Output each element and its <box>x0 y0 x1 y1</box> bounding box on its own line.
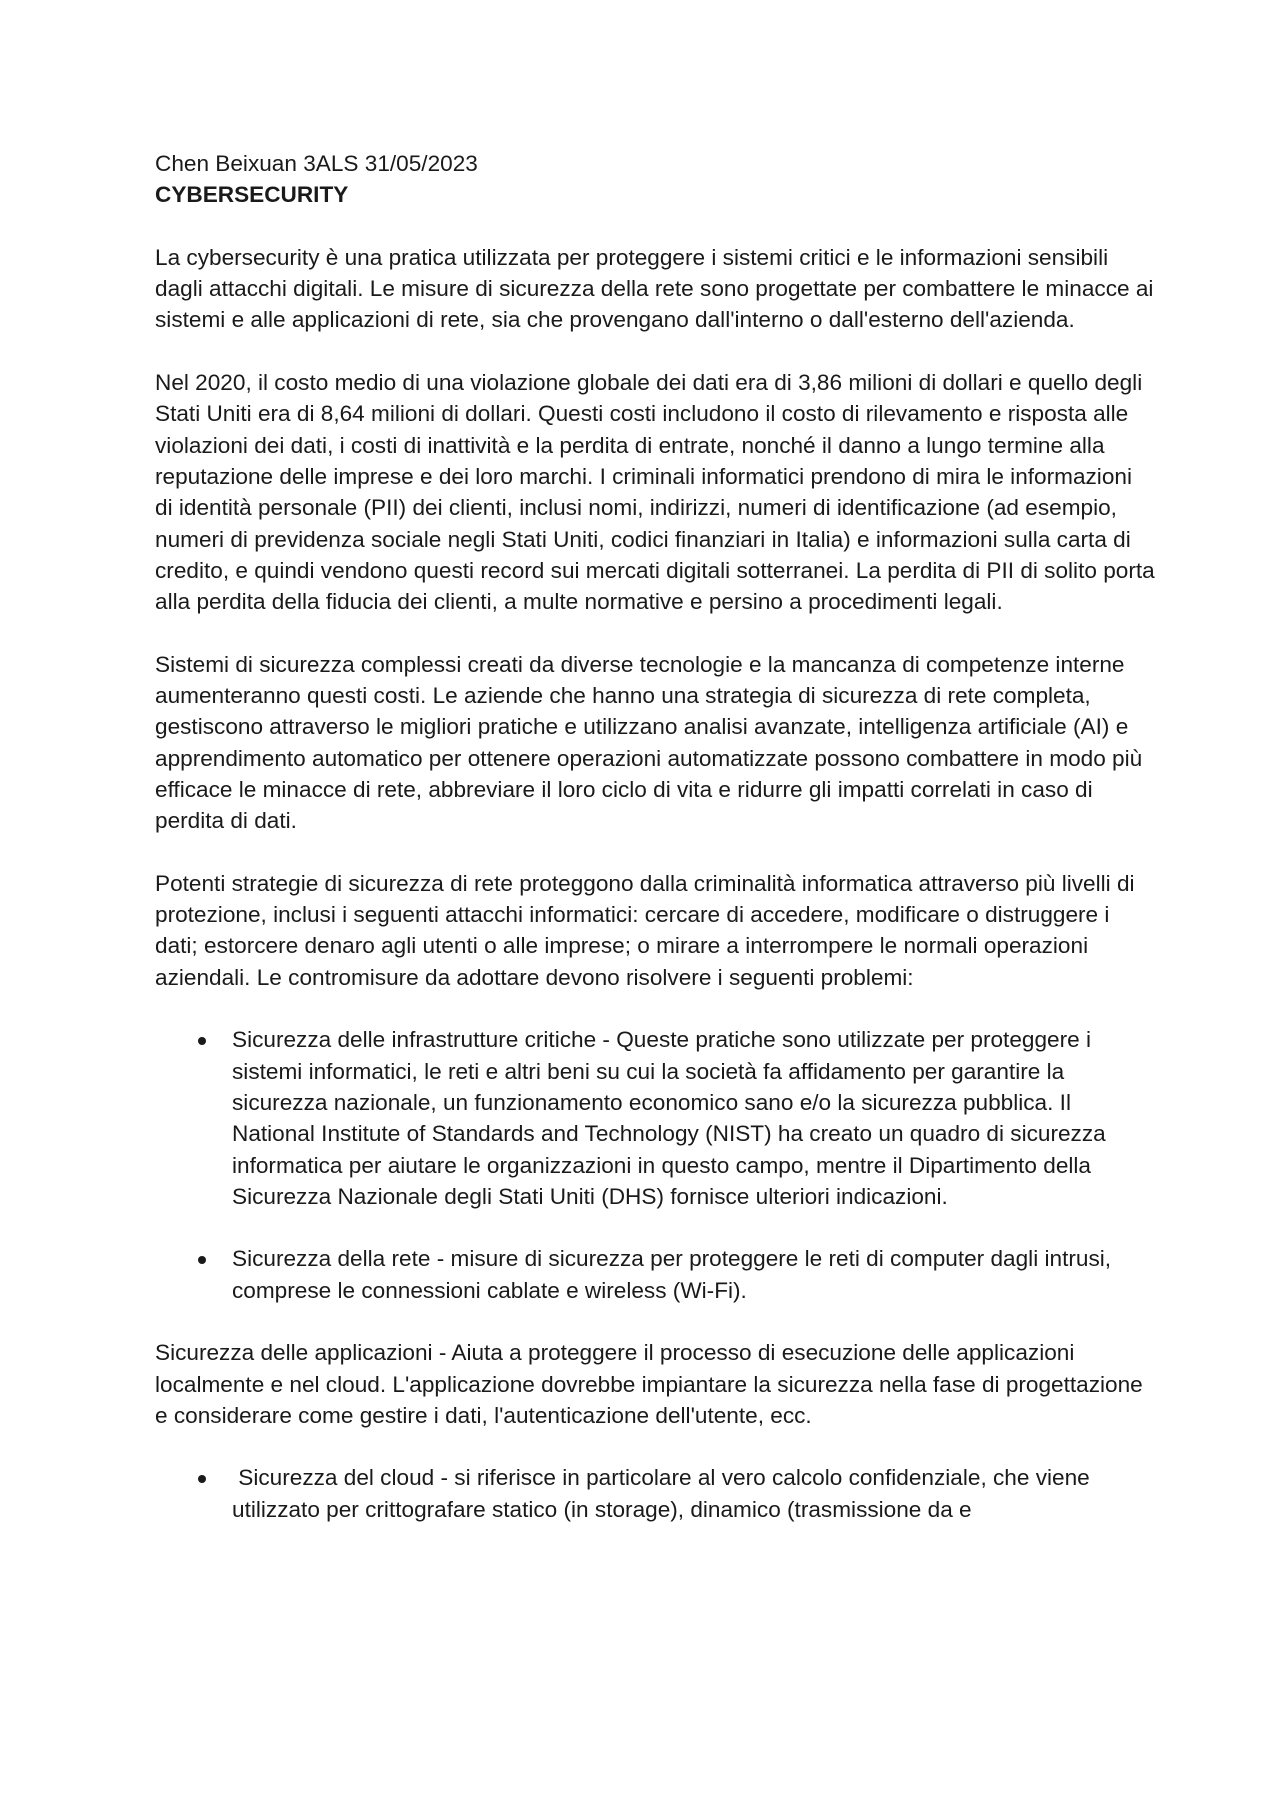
document-title: CYBERSECURITY <box>155 182 349 208</box>
list-item-cloud <box>155 1462 1155 1525</box>
bullet-icon <box>198 1037 206 1045</box>
paragraph-intro: La cybersecurity è una pratica utilizzata per proteggere i sistemi critici e le informazioni sensibili dagli attacchi digitali. Le misure di sicurezza della rete sono progettate per combattere le minacce ai sistemi e alle applicazioni di rete, sia che provengano dall'interno o dall'esterno dell'azienda. <box>155 244 1154 333</box>
list-item-text: Sicurezza del cloud - si riferisce in particolare al vero calcolo confidenziale, che viene utilizzato per crittografare statico (in storage), dinamico (trasmissione da e <box>232 1465 1097 1522</box>
bullet-list-2 <box>155 1462 1155 1525</box>
paragraph-costs: Nel 2020, il costo medio di una violazione globale dei dati era di 3,86 milioni di dollari e quello degli Stati Uniti era di 8,64 milioni di dollari. Questi costi includono il costo di rilevamento e risposta alle violazioni dei dati, i costi di inattività e la perdita di entrate, nonché il danno a lungo termine alla reputazione delle imprese e dei loro marchi. I criminali informatici prendono di mira le informazioni di identità personale (PII) dei clienti, inclusi nomi, indirizzi, numeri di identificazione (ad esempio, numeri di previdenza sociale negli Stati Uniti, codici finanziari in Italia) e informazioni sulla carta di credito, e quindi vendono questi record sui mercati digitali sotterranei. La perdita di PII di solito porta alla perdita della fiducia dei clienti, a multe normative e persino a procedimenti legali. <box>155 370 1155 615</box>
paragraph-systems: Sistemi di sicurezza complessi creati da diverse tecnologie e la mancanza di competenze interne aumenteranno questi costi. Le aziende che hanno una strategia di sicurezza di rete completa, gestiscono attraverso le migliori pratiche e utilizzano analisi avanzate, intelligenza artificiale (AI) e apprendimento automatico per ottenere operazioni automatizzate possono combattere in modo più efficace le minacce di rete, abbreviare il loro ciclo di vita e ridurre gli impatti correlati in caso di perdita di dati. <box>155 651 1143 834</box>
paragraph-strategies: Potenti strategie di sicurezza di rete proteggono dalla criminalità informatica attraverso più livelli di protezione, inclusi i seguenti attacchi informatici: cercare di accedere, modificare o distruggere i dati; estorcere denaro agli utenti o alle imprese; o mirare a interrompere le normali operazioni aziendali. Le contromisure da adottare devono risolvere i seguenti problemi: <box>155 870 1135 990</box>
bullet-icon <box>198 1475 206 1483</box>
author-date-line: Chen Beixuan 3ALS 31/05/2023 <box>155 151 478 176</box>
list-item-text: Sicurezza delle infrastrutture critiche - Queste pratiche sono utilizzate per proteggere i sistemi informatici, le reti e altri beni su cui la società fa affidamento per garantire la sicurezza nazionale, un funzionamento economico sano e/o la sicurezza pubblica. Il National Institute of Standards and Technology (NIST) ha creato un quadro di sicurezza informatica per aiutare le organizzazioni in questo campo, mentre il Dipartimento della Sicurezza Nazionale degli Stati Uniti (DHS) fornisce ulteriori indicazioni. <box>232 1027 1106 1209</box>
bullet-icon <box>198 1256 206 1264</box>
list-item-network <box>155 1243 1155 1306</box>
paragraph-applications: Sicurezza delle applicazioni - Aiuta a proteggere il processo di esecuzione delle applicazioni localmente e nel cloud. L'applicazione dovrebbe impiantare la sicurezza nella fase di progettazione e considerare come gestire i dati, l'autenticazione dell'utente, ecc. <box>155 1340 1143 1428</box>
list-item-text: Sicurezza della rete - misure di sicurezza per proteggere le reti di computer dagli intrusi, comprese le connessioni cablate e wireless (Wi-Fi). <box>232 1246 1112 1303</box>
list-item-infrastructure <box>155 1024 1155 1212</box>
document-page <box>155 148 1155 1525</box>
bullet-list-1 <box>155 1024 1155 1306</box>
